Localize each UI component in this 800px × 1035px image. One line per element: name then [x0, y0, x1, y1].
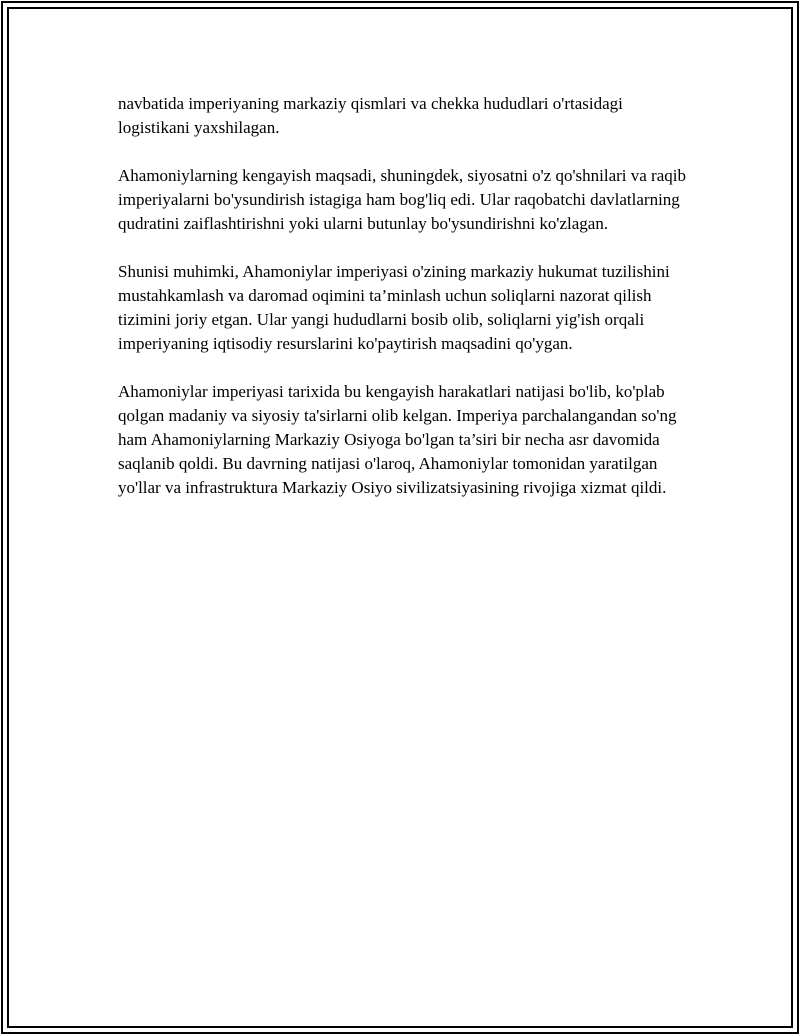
paragraph: navbatida imperiyaning markaziy qismlari va chekka hududlari o'rtasidagi logistikani yaxshilagan.: [118, 94, 623, 137]
paragraph: Shunisi muhimki, Ahamoniylar imperiyasi o'zining markaziy hukumat tuzilishini mustahkamlash va daromad oqimini ta’minlash uchun soliqlarni nazorat qilish tizimini joriy etgan. Ular yangi hududlarni bosib olib, soliqlarni yig'ish orqali imperiyaning iqtisodiy resurslarini ko'paytirish maqsadini qo'ygan.: [118, 262, 670, 353]
paragraph: Ahamoniylar imperiyasi tarixida bu kengayish harakatlari natijasi bo'lib, ko'plab qolgan madaniy va siyosiy ta'sirlarni olib kelgan. Imperiya parchalangandan so'ng ham Ahamoniylarning Markaziy Osiyoga bo'lgan ta’siri bir necha asr davomida saqlanib qoldi. Bu davrning natijasi o'laroq, Ahamoniylar tomonidan yaratilgan yo'llar va infrastruktura Markaziy Osiyo sivilizatsiyasining rivojiga xizmat qildi.: [118, 382, 677, 497]
document-body: [118, 92, 688, 524]
paragraph: Ahamoniylarning kengayish maqsadi, shuningdek, siyosatni o'z qo'shnilari va raqib imperiyalarni bo'ysundirish istagiga ham bog'liq edi. Ular raqobatchi davlatlarning qudratini zaiflashtirishni yoki ularni butunlay bo'ysundirishni ko'zlagan.: [118, 166, 686, 233]
